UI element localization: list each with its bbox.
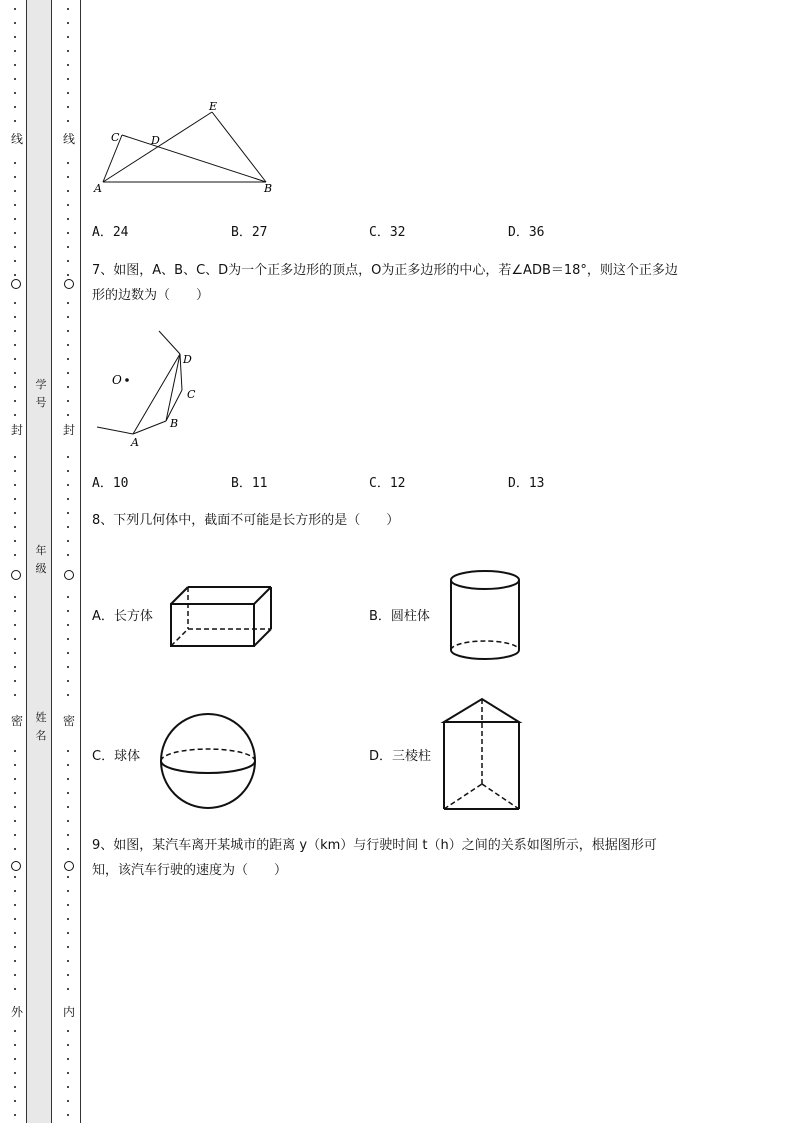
name-label: 姓名 <box>35 711 47 742</box>
q6-option-c: C．32 <box>369 225 406 240</box>
q8-text: 8、下列几何体中，截面不可能是长方形的是（ ） <box>92 513 400 528</box>
binding-mark-wai: 外 <box>10 1005 23 1019</box>
q7-option-c: C．12 <box>369 476 406 491</box>
q7-text-line1: 7、如图，A、B、C、D为一个正多边形的顶点，O为正多边形的中心，若∠ADB＝18°，则这个正多边 <box>92 263 678 278</box>
q7-label-o: O <box>112 373 122 387</box>
q7-label-c: C <box>187 388 196 401</box>
binding-mark-xian: 线 <box>10 132 23 146</box>
q6-option-b: B．27 <box>231 225 268 240</box>
binding-mark-mi: 密 <box>10 714 23 728</box>
q6-label-d: D <box>151 134 160 147</box>
triangular-prism-figure <box>444 699 519 809</box>
q7-option-a: A．10 <box>92 476 129 491</box>
binding-mark-mi-inner: 密 <box>62 714 75 728</box>
q6-label-e: E <box>209 100 218 113</box>
q6-option-d: D．36 <box>508 225 545 240</box>
q9-text-line2: 知，该汽车行驶的速度为（ ） <box>92 863 288 878</box>
binding-mark-xian-inner: 线 <box>62 132 75 146</box>
q6-option-a: A．24 <box>92 225 129 240</box>
q9-text-line1: 9、如图，某汽车离开某城市的距离 y（km）与行驶时间 t（h）之间的关系如图所示，根据图形可 <box>92 838 657 853</box>
q7-label-d: D <box>183 353 192 366</box>
q8-option-d: D．三棱柱 <box>369 749 432 764</box>
q6-label-a: A <box>94 182 102 195</box>
student-id-label: 学号 <box>35 378 47 409</box>
q7-option-b: B．11 <box>231 476 268 491</box>
binding-mark-feng-inner: 封 <box>62 423 75 437</box>
sphere-figure <box>161 714 255 808</box>
q7-text-line2: 形的边数为（ ） <box>92 288 210 303</box>
q8-option-b: B．圆柱体 <box>369 609 430 624</box>
q6-label-c: C <box>111 131 120 144</box>
grade-label: 年级 <box>35 544 47 575</box>
cuboid-figure <box>171 587 271 646</box>
cylinder-figure <box>451 571 519 659</box>
binding-mark-feng: 封 <box>10 423 23 437</box>
q8-option-a: A．长方体 <box>92 609 153 624</box>
q7-label-b: B <box>170 417 179 430</box>
q6-label-b: B <box>264 182 273 195</box>
q8-option-c: C．球体 <box>92 749 141 764</box>
q7-label-a: A <box>131 436 139 449</box>
q7-option-d: D．13 <box>508 476 545 491</box>
binding-mark-nei-inner: 内 <box>62 1005 75 1019</box>
